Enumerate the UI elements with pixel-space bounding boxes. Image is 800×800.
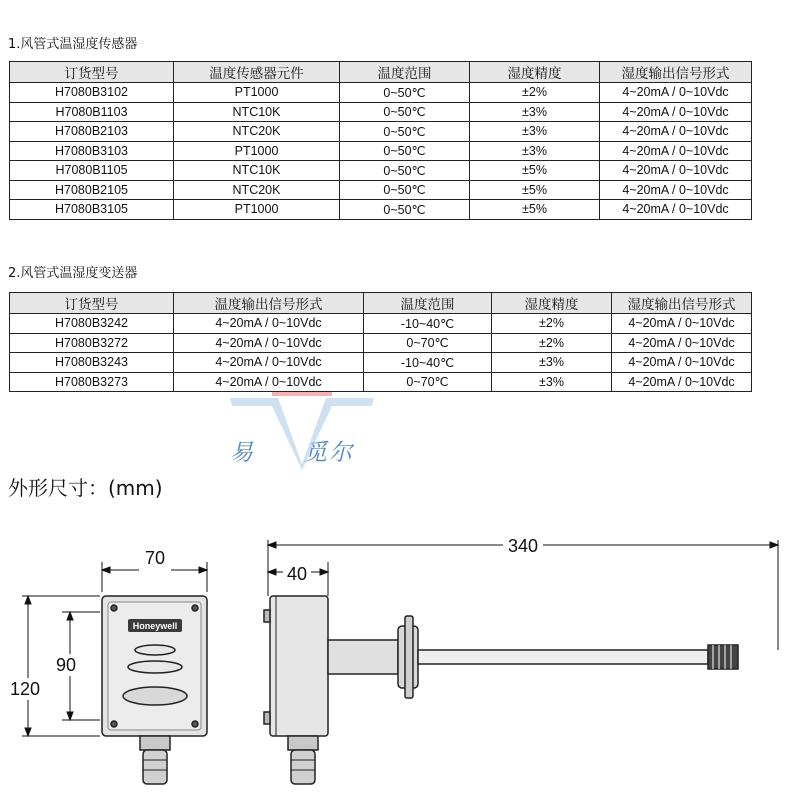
table-cell: NTC20K <box>174 122 340 142</box>
table-cell: ±3% <box>470 102 600 122</box>
watermark-text-left: 易 <box>230 440 255 466</box>
table-cell: H7080B3242 <box>10 314 174 334</box>
column-header: 订货型号 <box>10 293 174 314</box>
table-cell: 0~70℃ <box>364 333 492 353</box>
table-cell: ±5% <box>470 161 600 181</box>
table-cell: 4~20mA / 0~10Vdc <box>600 83 752 103</box>
dimension-drawing <box>0 500 800 800</box>
table-cell: H7080B3102 <box>10 83 174 103</box>
table-row <box>10 161 752 181</box>
dim-inner-height: 90 <box>55 655 77 675</box>
table-row <box>10 372 752 392</box>
table-cell: ±5% <box>470 180 600 200</box>
table-cell: H7080B3272 <box>10 333 174 353</box>
table-cell: 0~50℃ <box>340 200 470 220</box>
table-cell: NTC10K <box>174 102 340 122</box>
transmitter-spec-table <box>9 292 752 392</box>
table-cell: 0~50℃ <box>340 83 470 103</box>
table-cell: 4~20mA / 0~10Vdc <box>600 102 752 122</box>
table-cell: H7080B2105 <box>10 180 174 200</box>
table-cell: 4~20mA / 0~10Vdc <box>174 353 364 373</box>
table-cell: H7080B3243 <box>10 353 174 373</box>
column-header: 订货型号 <box>10 62 174 83</box>
table-cell: PT1000 <box>174 141 340 161</box>
table-cell: ±2% <box>492 333 612 353</box>
table-row <box>10 141 752 161</box>
table-cell: 4~20mA / 0~10Vdc <box>612 333 752 353</box>
table-cell: NTC20K <box>174 180 340 200</box>
table-cell: -10~40℃ <box>364 314 492 334</box>
table-cell: PT1000 <box>174 200 340 220</box>
table-cell: 4~20mA / 0~10Vdc <box>612 353 752 373</box>
table-cell: 4~20mA / 0~10Vdc <box>174 333 364 353</box>
table-cell: 4~20mA / 0~10Vdc <box>600 141 752 161</box>
column-header: 温度传感器元件 <box>174 62 340 83</box>
table-row <box>10 122 752 142</box>
watermark-text-right: 觅尔 <box>304 440 354 466</box>
table-cell: ±3% <box>492 353 612 373</box>
section1-title: 1.风管式温湿度传感器 <box>8 37 138 52</box>
column-header: 温度输出信号形式 <box>174 293 364 314</box>
table-cell: PT1000 <box>174 83 340 103</box>
table-cell: 4~20mA / 0~10Vdc <box>174 372 364 392</box>
side-view <box>264 596 738 784</box>
table-row <box>10 180 752 200</box>
column-header: 温度范围 <box>364 293 492 314</box>
column-header: 温度范围 <box>340 62 470 83</box>
table-cell: H7080B3273 <box>10 372 174 392</box>
table-cell: 0~70℃ <box>364 372 492 392</box>
table-cell: 4~20mA / 0~10Vdc <box>600 200 752 220</box>
table-cell: H7080B3103 <box>10 141 174 161</box>
table-cell: ±3% <box>492 372 612 392</box>
table-cell: ±5% <box>470 200 600 220</box>
table-cell: H7080B1105 <box>10 161 174 181</box>
column-header: 湿度输出信号形式 <box>612 293 752 314</box>
sensor-spec-table <box>9 61 752 220</box>
table-cell: 0~50℃ <box>340 122 470 142</box>
table-cell: NTC10K <box>174 161 340 181</box>
table-cell: 0~50℃ <box>340 161 470 181</box>
column-header: 湿度输出信号形式 <box>600 62 752 83</box>
table-cell: 0~50℃ <box>340 141 470 161</box>
dimensions-title: 外形尺寸：(mm) <box>8 476 163 500</box>
table-cell: ±2% <box>492 314 612 334</box>
table-cell: -10~40℃ <box>364 353 492 373</box>
table-row <box>10 353 752 373</box>
table-row <box>10 200 752 220</box>
dim-front-width: 70 <box>144 548 166 568</box>
dim-total-height: 120 <box>9 679 41 699</box>
table-cell: 4~20mA / 0~10Vdc <box>600 161 752 181</box>
table-cell: ±2% <box>470 83 600 103</box>
table-cell: 4~20mA / 0~10Vdc <box>174 314 364 334</box>
section2-title: 2.风管式温湿度变送器 <box>8 266 138 281</box>
table-cell: H7080B1103 <box>10 102 174 122</box>
table-cell: 4~20mA / 0~10Vdc <box>612 314 752 334</box>
table-cell: H7080B2103 <box>10 122 174 142</box>
table-row <box>10 102 752 122</box>
table-row <box>10 333 752 353</box>
table-cell: 0~50℃ <box>340 102 470 122</box>
table-cell: ±3% <box>470 122 600 142</box>
table-row <box>10 83 752 103</box>
dim-side-depth: 40 <box>286 564 308 584</box>
table-cell: 4~20mA / 0~10Vdc <box>612 372 752 392</box>
dim-total-length: 340 <box>507 536 539 556</box>
table-cell: 4~20mA / 0~10Vdc <box>600 180 752 200</box>
table-row <box>10 314 752 334</box>
column-header: 湿度精度 <box>470 62 600 83</box>
brand-label: Honeywell <box>132 621 178 631</box>
table-cell: H7080B3105 <box>10 200 174 220</box>
table-cell: 4~20mA / 0~10Vdc <box>600 122 752 142</box>
column-header: 湿度精度 <box>492 293 612 314</box>
table-cell: ±3% <box>470 141 600 161</box>
table-cell: 0~50℃ <box>340 180 470 200</box>
